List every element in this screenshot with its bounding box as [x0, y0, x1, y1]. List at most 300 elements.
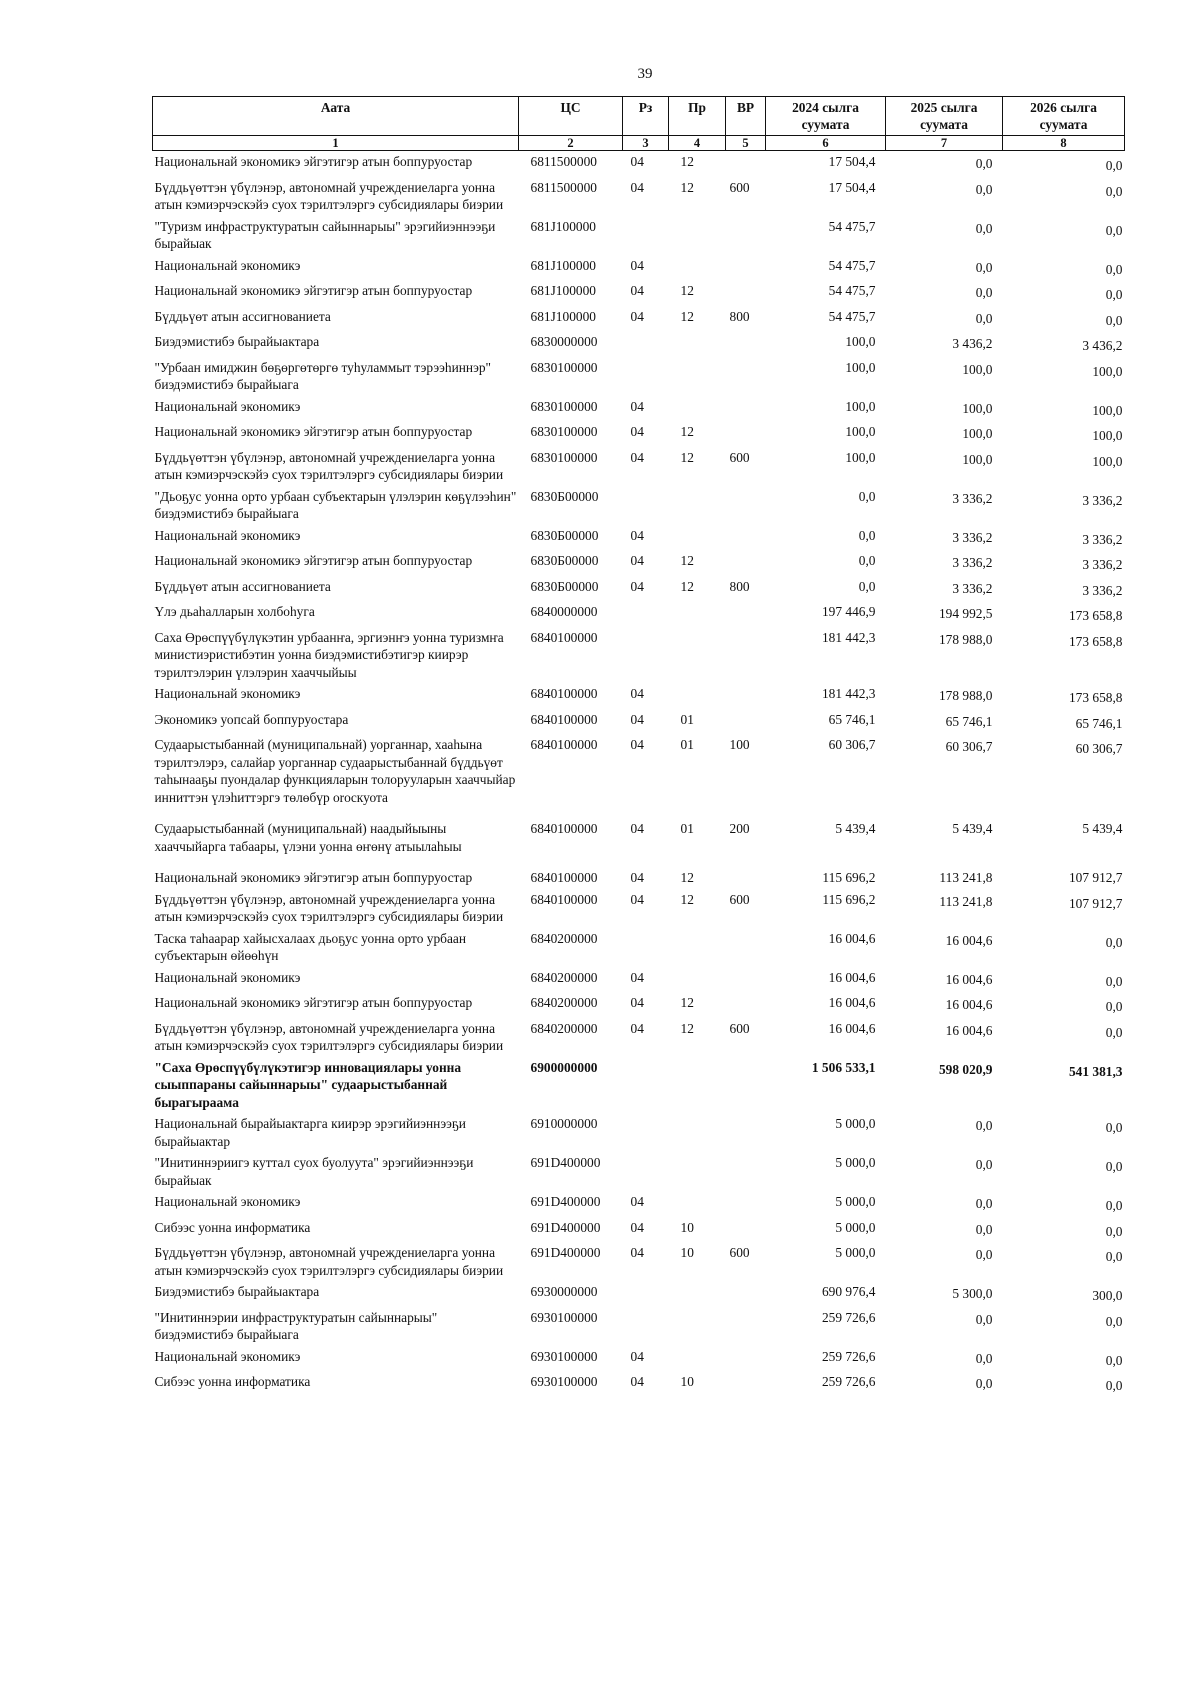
cell-vr: 600: [729, 179, 750, 195]
cell-2025: 5 300,0: [952, 1286, 993, 1301]
cell-pr: 10: [680, 1245, 694, 1260]
cell-2024: 5 000,0: [835, 1245, 876, 1260]
cell-rz: 04: [630, 1194, 644, 1209]
cell-name: Бүддьүөттэн үбүлэнэр, автономнай учреждениеларга уонна атын кэмиэрчэскэйэ суох тэрилтэлэргэ субсидиялары биэрии: [154, 1020, 504, 1053]
cell-name: Национальнай экономикэ: [154, 257, 301, 273]
cell-2026: 0,0: [1105, 934, 1123, 950]
cell-2026: 0,0: [1105, 261, 1123, 277]
table-row: [153, 808, 1125, 857]
cell-2024: 0,0: [858, 553, 876, 568]
cell-2025: 0,0: [975, 181, 993, 197]
cell-cs: 6830100000: [530, 449, 598, 465]
cell-2026: 0,0: [1105, 183, 1123, 199]
cell-2026: 100,0: [1092, 402, 1123, 418]
header-row: [153, 97, 1125, 136]
cell-cs: 6930100000: [530, 1348, 598, 1364]
cell-cs: 6840100000: [530, 870, 598, 885]
cell-2025: 16 004,6: [945, 971, 993, 987]
cell-pr: [669, 928, 726, 967]
cell-2026: 100,0: [1092, 428, 1123, 443]
cell-2024: 65 746,1: [828, 711, 876, 727]
cell-pr: 12: [680, 449, 694, 465]
cell-rz: [623, 928, 669, 967]
cell-cs: 6830000000: [530, 334, 598, 349]
cell-vr: [726, 709, 766, 735]
cell-cs: 6830Б00000: [530, 488, 599, 504]
cell-cs: 681J100000: [530, 218, 596, 234]
cell-2026: 3 336,2: [1082, 582, 1123, 598]
cell-vr: 800: [729, 308, 750, 324]
cell-vr: 600: [729, 1245, 750, 1260]
cell-2026: 0,0: [1105, 1378, 1123, 1393]
cell-name: Үлэ дьаһалларын холбоһуга: [154, 604, 315, 619]
cell-2025: 3 336,2: [952, 555, 993, 570]
cell-2025: 3 336,2: [952, 490, 993, 506]
cell-name: Национальнай экономикэ: [154, 969, 301, 985]
cell-vr: [726, 967, 766, 993]
cell-vr: 600: [729, 891, 750, 907]
cell-2026: 107 912,7: [1068, 870, 1123, 885]
cell-2024: 17 504,4: [828, 179, 876, 195]
cell-cs: 6840000000: [530, 604, 598, 619]
table-row: [153, 967, 1125, 993]
cell-rz: 04: [630, 578, 644, 594]
cell-2026: 0,0: [1105, 1024, 1123, 1040]
cell-vr: 100: [729, 737, 750, 752]
header-number-row: [153, 136, 1125, 151]
cell-pr: [669, 396, 726, 422]
cell-pr: [669, 627, 726, 684]
cell-2026: 0,0: [1105, 1198, 1123, 1213]
cell-2025: 100,0: [962, 361, 993, 377]
cell-2026: 0,0: [1105, 1249, 1123, 1264]
cell-cs: 6840100000: [530, 737, 598, 752]
cell-cs: 6840200000: [530, 930, 598, 946]
cell-rz: [623, 1152, 669, 1191]
cell-2026: 100,0: [1092, 453, 1123, 469]
cell-2025: 0,0: [975, 1157, 993, 1172]
cell-rz: 04: [630, 283, 644, 298]
cell-name: Национальнай экономикэ: [154, 527, 301, 543]
cell-cs: 6910000000: [530, 1116, 598, 1131]
cell-rz: 04: [630, 711, 644, 727]
cell-2026: 3 336,2: [1082, 557, 1123, 572]
cell-rz: [623, 601, 669, 627]
cell-rz: 04: [630, 969, 644, 985]
cell-2026: 300,0: [1092, 1288, 1123, 1303]
cell-2024: 16 004,6: [828, 1020, 876, 1036]
cell-vr: [726, 1191, 766, 1217]
cell-vr: 600: [729, 449, 750, 465]
cell-2024: 259 726,6: [821, 1374, 876, 1389]
cell-vr: 800: [729, 578, 750, 594]
cell-2024: 5 000,0: [835, 1155, 876, 1170]
cell-pr: 12: [680, 308, 694, 324]
cell-rz: 04: [630, 179, 644, 195]
header-number: 2: [519, 136, 623, 151]
cell-name: Таска таһаарар хайысхалаах дьоҕус уонна орто урбаан субъектарын өйөөһүн: [154, 930, 467, 963]
cell-pr: [669, 683, 726, 709]
cell-2024: 115 696,2: [822, 891, 876, 907]
cell-pr: 12: [680, 179, 694, 195]
cell-rz: 04: [630, 449, 644, 465]
cell-rz: [623, 216, 669, 255]
cell-2026: 5 439,4: [1082, 821, 1123, 836]
table-row: [153, 1057, 1125, 1114]
cell-name: Национальнай экономикэ эйгэтигэр атын боппуруостар: [154, 870, 473, 885]
cell-name: Сибээс уонна информатика: [154, 1374, 311, 1389]
table-row: [153, 306, 1125, 332]
cell-pr: [669, 525, 726, 551]
cell-2024: 16 004,6: [828, 930, 876, 946]
cell-rz: 04: [630, 154, 644, 169]
cell-vr: [726, 601, 766, 627]
cell-2024: 16 004,6: [828, 969, 876, 985]
cell-vr: [726, 627, 766, 684]
cell-cs: 681J100000: [530, 308, 596, 324]
table-row: [153, 683, 1125, 709]
cell-name: Национальнай экономикэ эйгэтигэр атын боппуруостар: [154, 424, 473, 439]
cell-pr: 01: [680, 737, 694, 752]
header-pr: Пр: [669, 97, 726, 136]
table-row: [153, 255, 1125, 281]
cell-2024: 115 696,2: [822, 870, 876, 885]
cell-2026: 60 306,7: [1075, 741, 1123, 756]
cell-2026: 0,0: [1105, 999, 1123, 1014]
cell-2025: 0,0: [975, 310, 993, 326]
table-row: [153, 1307, 1125, 1346]
cell-name: Судаарыстыбаннай (муниципальнай) уорганнар, хааһына тэрилтэлэрэ, салайар уорганнар судаарыстыбаннай бүддьүөт таһынааҕы пуондалар функцияларын толорууларын хааччыйар инниттэн үлэһиттэргэ төлөбүр оroскуота: [154, 737, 516, 805]
cell-2024: 16 004,6: [828, 995, 876, 1010]
header-cs: ЦС: [519, 97, 623, 136]
cell-2025: 0,0: [975, 1311, 993, 1327]
cell-2025: 16 004,6: [945, 1022, 993, 1038]
table-row: [153, 889, 1125, 928]
cell-pr: 12: [680, 283, 694, 298]
cell-name: "Инитиннэрии инфраструктуратын сайыннарыы" биэдэмистибэ бырайыага: [154, 1309, 438, 1342]
cell-2024: 181 442,3: [821, 629, 876, 645]
cell-rz: 04: [630, 1374, 644, 1389]
cell-vr: [726, 1371, 766, 1397]
cell-cs: 6830100000: [530, 359, 598, 375]
table-row: [153, 151, 1125, 177]
cell-vr: [726, 1281, 766, 1307]
cell-cs: 6811500000: [530, 179, 597, 195]
cell-cs: 681J100000: [530, 257, 596, 273]
cell-pr: 12: [680, 578, 694, 594]
cell-cs: 6840100000: [530, 821, 598, 836]
table-row: [153, 1018, 1125, 1057]
table-row: [153, 486, 1125, 525]
table-row: [153, 734, 1125, 808]
cell-name: "Туризм инфраструктуратын сайыннарыы" эрэгийиэннээҕи бырайыак: [154, 218, 496, 251]
table-row: [153, 177, 1125, 216]
cell-vr: [726, 1113, 766, 1152]
cell-vr: [726, 331, 766, 357]
cell-2026: 0,0: [1105, 1313, 1123, 1329]
header-number: 7: [886, 136, 1003, 151]
cell-2025: 0,0: [975, 1247, 993, 1262]
header-vr: ВР: [726, 97, 766, 136]
cell-name: Бүддьүөт атын ассигнованиета: [154, 308, 331, 324]
cell-2025: 100,0: [962, 400, 993, 416]
cell-vr: [726, 683, 766, 709]
cell-2025: 113 241,8: [939, 893, 993, 909]
cell-2024: 100,0: [845, 334, 876, 349]
table-row: [153, 1113, 1125, 1152]
cell-vr: [726, 216, 766, 255]
cell-2026: 107 912,7: [1068, 895, 1123, 911]
cell-2024: 5 000,0: [835, 1219, 876, 1235]
cell-cs: 6930100000: [530, 1374, 598, 1389]
cell-2024: 5 439,4: [835, 821, 876, 836]
cell-name: Сибээс уонна информатика: [154, 1219, 311, 1235]
cell-2025: 3 336,2: [952, 580, 993, 596]
cell-rz: [623, 331, 669, 357]
cell-2024: 197 446,9: [821, 604, 876, 619]
cell-2025: 16 004,6: [945, 932, 993, 948]
cell-pr: [669, 1057, 726, 1114]
cell-pr: [669, 1307, 726, 1346]
cell-pr: [669, 1281, 726, 1307]
cell-pr: [669, 1346, 726, 1372]
cell-vr: 200: [729, 821, 750, 836]
table-row: [153, 525, 1125, 551]
cell-cs: 681J100000: [530, 283, 596, 298]
cell-2024: 100,0: [845, 359, 876, 375]
cell-2025: 0,0: [975, 1376, 993, 1391]
cell-pr: [669, 601, 726, 627]
table-body: [153, 151, 1125, 1397]
cell-cs: 6840200000: [530, 1020, 598, 1036]
table-row: [153, 1346, 1125, 1372]
table-row: [153, 1242, 1125, 1281]
cell-vr: [726, 1346, 766, 1372]
cell-2024: 259 726,6: [821, 1309, 876, 1325]
cell-name: Национальнай экономикэ: [154, 1348, 301, 1364]
cell-name: Бүддьүөттэн үбүлэнэр, автономнай учреждениеларга уонна атын кэмиэрчэскэйэ суох тэрилтэлэргэ субсидиялары биэрии: [154, 891, 504, 924]
cell-cs: 691D400000: [530, 1219, 601, 1235]
cell-cs: 6930100000: [530, 1309, 598, 1325]
cell-2026: 0,0: [1105, 287, 1123, 302]
cell-vr: [726, 357, 766, 396]
cell-pr: 10: [680, 1219, 694, 1235]
cell-2026: 541 381,3: [1068, 1063, 1123, 1079]
cell-rz: 04: [630, 737, 644, 752]
cell-2025: 65 746,1: [945, 713, 993, 729]
cell-pr: [669, 357, 726, 396]
cell-pr: [669, 1191, 726, 1217]
cell-name: Судаарыстыбаннай (муниципальнай) наадыйыыны хааччыйарга табаары, үлэни уонна өҥөнү атыылаһыы: [154, 821, 462, 854]
cell-name: "Инитиннэриигэ куттал суох буолуута" эрэгийиэннээҕи бырайыак: [154, 1155, 474, 1188]
cell-pr: 01: [680, 711, 694, 727]
cell-pr: 01: [680, 821, 694, 836]
cell-pr: [669, 1113, 726, 1152]
table-row: [153, 1371, 1125, 1397]
table-row: [153, 627, 1125, 684]
header-name: Аата: [153, 97, 519, 136]
cell-vr: [726, 421, 766, 447]
cell-vr: [726, 1152, 766, 1191]
table-row: [153, 280, 1125, 306]
cell-name: Биэдэмистибэ бырайыактара: [154, 334, 320, 349]
cell-2026: 0,0: [1105, 158, 1123, 173]
cell-rz: 04: [630, 891, 644, 907]
cell-2025: 16 004,6: [945, 997, 993, 1012]
cell-name: Национальнай бырайыактарга киирэр эрэгийиэннээҕи бырайыактар: [154, 1116, 466, 1149]
cell-vr: [726, 280, 766, 306]
cell-2024: 181 442,3: [821, 686, 876, 701]
cell-pr: [669, 1152, 726, 1191]
cell-rz: [623, 1281, 669, 1307]
cell-name: Экономикэ уопсай боппуруостара: [154, 711, 349, 727]
cell-rz: 04: [630, 257, 644, 273]
header-number: 8: [1003, 136, 1125, 151]
table-row: [153, 709, 1125, 735]
cell-2026: 65 746,1: [1075, 715, 1123, 731]
cell-2024: 100,0: [845, 424, 876, 439]
cell-cs: 6900000000: [530, 1059, 598, 1075]
table-row: [153, 601, 1125, 627]
cell-pr: 12: [680, 154, 694, 169]
cell-rz: 04: [630, 308, 644, 324]
cell-cs: 6840200000: [530, 969, 598, 985]
cell-cs: 6930000000: [530, 1284, 598, 1299]
cell-rz: [623, 1057, 669, 1114]
cell-2025: 100,0: [962, 451, 993, 467]
header-number: 3: [623, 136, 669, 151]
cell-rz: 04: [630, 1219, 644, 1235]
table-row: [153, 357, 1125, 396]
header-number: 6: [766, 136, 886, 151]
cell-rz: 04: [630, 821, 644, 836]
cell-2024: 100,0: [845, 398, 876, 414]
cell-rz: 04: [630, 398, 644, 414]
table-row: [153, 396, 1125, 422]
cell-name: Бүддьүөт атын ассигнованиета: [154, 578, 331, 594]
cell-vr: [726, 928, 766, 967]
cell-2024: 54 475,7: [828, 308, 876, 324]
cell-vr: [726, 151, 766, 177]
table-row: [153, 550, 1125, 576]
cell-pr: 12: [680, 1020, 694, 1036]
table-row: [153, 421, 1125, 447]
cell-pr: 12: [680, 870, 694, 885]
cell-2025: 178 988,0: [938, 631, 993, 647]
cell-rz: [623, 627, 669, 684]
cell-name: Национальнай экономикэ: [154, 398, 301, 414]
cell-2025: 0,0: [975, 1221, 993, 1237]
cell-2024: 690 976,4: [821, 1284, 876, 1299]
table-row: [153, 1191, 1125, 1217]
cell-name: Национальнай экономикэ эйгэтигэр атын боппуруостар: [154, 154, 473, 169]
cell-rz: 04: [630, 553, 644, 568]
cell-cs: 6840100000: [530, 891, 598, 907]
cell-name: "Урбаан имиджин бөҕөргөтөргө туһуламмыт тэрээһиннэр" биэдэмистибэ бырайыага: [154, 359, 491, 392]
cell-pr: 12: [680, 553, 694, 568]
table-row: [153, 331, 1125, 357]
cell-pr: [669, 216, 726, 255]
cell-2025: 0,0: [975, 156, 993, 171]
cell-2025: 0,0: [975, 1118, 993, 1133]
cell-vr: [726, 525, 766, 551]
cell-name: "Саха Өрөспүүбүлүкэтигэр инновациялары уонна сыыппараны сайыннарыы" судаарыстыбаннай бырагыраама: [154, 1059, 462, 1110]
cell-2024: 54 475,7: [828, 283, 876, 298]
cell-name: "Дьоҕус уонна орто урбаан субъектарын үлэлэрин көҕүлээһин" биэдэмистибэ бырайыага: [154, 488, 517, 521]
cell-name: Национальнай экономикэ эйгэтигэр атын боппуруостар: [154, 553, 473, 568]
cell-2024: 54 475,7: [828, 257, 876, 273]
cell-2025: 3 336,2: [952, 529, 993, 545]
cell-2025: 0,0: [975, 1350, 993, 1366]
cell-pr: [669, 331, 726, 357]
cell-rz: [623, 1113, 669, 1152]
cell-2025: 0,0: [975, 220, 993, 236]
cell-name: Бүддьүөттэн үбүлэнэр, автономнай учреждениеларга уонна атын кэмиэрчэскэйэ суох тэрилтэлэргэ субсидиялары биэрии: [154, 449, 504, 482]
header-2024: 2024 сылга суумата: [766, 97, 886, 136]
cell-cs: 6830100000: [530, 424, 598, 439]
cell-2026: 3 336,2: [1082, 492, 1123, 508]
cell-cs: 6840200000: [530, 995, 598, 1010]
table-row: [153, 1217, 1125, 1243]
cell-2025: 0,0: [975, 259, 993, 275]
cell-rz: 04: [630, 1348, 644, 1364]
cell-vr: [726, 1217, 766, 1243]
cell-2024: 54 475,7: [828, 218, 876, 234]
cell-cs: 6811500000: [530, 154, 597, 169]
cell-rz: 04: [630, 527, 644, 543]
cell-2024: 1 506 533,1: [811, 1059, 876, 1075]
cell-pr: 12: [680, 891, 694, 907]
cell-2024: 100,0: [845, 449, 876, 465]
header-number: 4: [669, 136, 726, 151]
cell-2026: 0,0: [1105, 312, 1123, 328]
cell-rz: 04: [630, 424, 644, 439]
cell-2024: 259 726,6: [821, 1348, 876, 1364]
cell-pr: [669, 255, 726, 281]
cell-name: Бүддьүөттэн үбүлэнэр, автономнай учреждениеларга уонна атын кэмиэрчэскэйэ суох тэрилтэлэргэ субсидиялары биэрии: [154, 1245, 504, 1278]
cell-pr: 12: [680, 424, 694, 439]
cell-cs: 6840100000: [530, 629, 598, 645]
cell-2025: 0,0: [975, 1196, 993, 1211]
cell-2025: 3 436,2: [952, 336, 993, 351]
cell-2026: 0,0: [1105, 222, 1123, 238]
cell-2026: 0,0: [1105, 1120, 1123, 1135]
table-row: [153, 1281, 1125, 1307]
table-row: [153, 216, 1125, 255]
cell-rz: [623, 357, 669, 396]
cell-name: Национальнай экономикэ эйгэтигэр атын боппуруостар: [154, 995, 473, 1010]
cell-cs: 6830100000: [530, 398, 598, 414]
cell-2026: 3 336,2: [1082, 531, 1123, 547]
cell-2025: 5 439,4: [952, 821, 993, 836]
cell-rz: [623, 1307, 669, 1346]
table-row: [153, 1152, 1125, 1191]
header-number: 5: [726, 136, 766, 151]
cell-2024: 5 000,0: [835, 1116, 876, 1131]
cell-2026: 3 436,2: [1082, 338, 1123, 353]
cell-2026: 0,0: [1105, 973, 1123, 989]
cell-2024: 17 504,4: [828, 154, 876, 169]
table-row: [153, 857, 1125, 889]
cell-2026: 0,0: [1105, 1159, 1123, 1174]
header-2026: 2026 сылга суумата: [1003, 97, 1125, 136]
header-2025: 2025 сылга суумата: [886, 97, 1003, 136]
cell-rz: 04: [630, 870, 644, 885]
cell-cs: 6840100000: [530, 686, 598, 701]
cell-2026: 0,0: [1105, 1223, 1123, 1239]
cell-2025: 178 988,0: [938, 688, 993, 703]
table-row: [153, 928, 1125, 967]
